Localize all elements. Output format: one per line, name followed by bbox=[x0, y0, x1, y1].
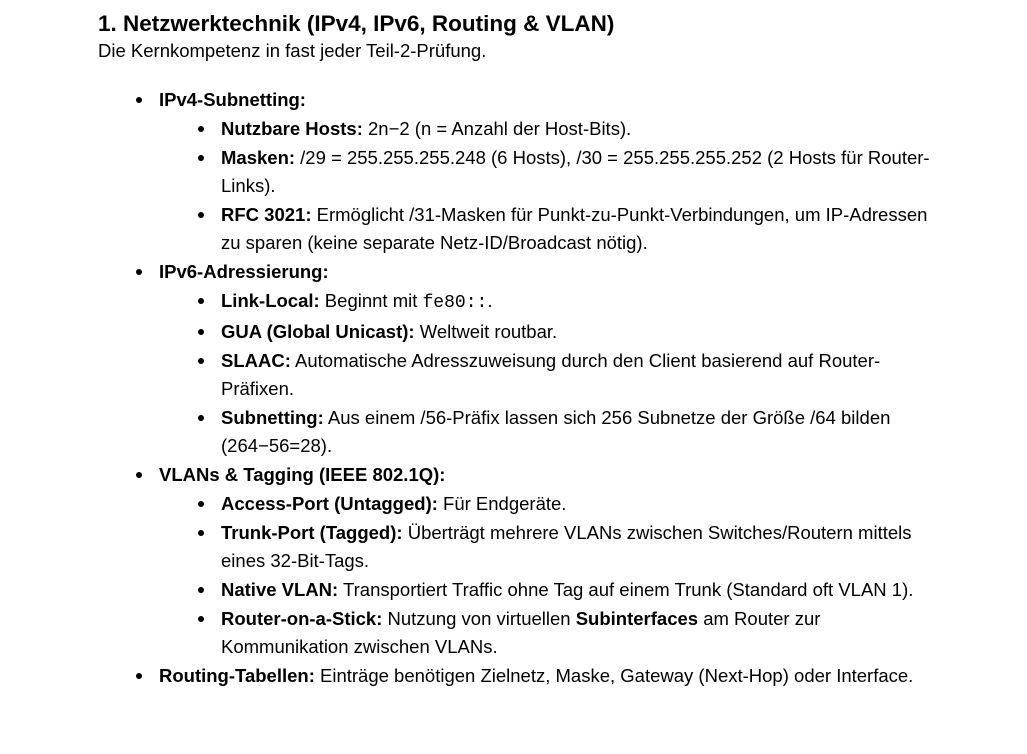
item-text: Aus einem /56-Präfix lassen sich 256 Subnetze der Größe /64 bilden (264−56=28). bbox=[221, 407, 891, 456]
item-text: Weltweit routbar. bbox=[414, 321, 558, 342]
item-label: Router-on-a-Stick: bbox=[221, 608, 383, 629]
bullet-icon bbox=[136, 472, 142, 478]
bullet-icon bbox=[198, 329, 204, 335]
topic-title: Routing-Tabellen: bbox=[159, 665, 315, 686]
list-item bbox=[159, 605, 933, 661]
item-text: Automatische Adresszuweisung durch den Client basierend auf Router-Präfixen. bbox=[221, 350, 881, 399]
item-label: RFC 3021: bbox=[221, 204, 312, 225]
document bbox=[98, 10, 998, 691]
item-label: Masken: bbox=[221, 147, 296, 168]
section-heading: 1. Netzwerktechnik (IPv4, IPv6, Routing & VLAN) bbox=[98, 11, 615, 36]
list-item bbox=[159, 490, 933, 518]
topic-ipv4-subnetting bbox=[98, 86, 998, 257]
topic-text: Einträge benötigen Zielnetz, Maske, Gateway (Next-Hop) oder Interface. bbox=[314, 665, 914, 686]
item-label: GUA (Global Unicast): bbox=[221, 321, 415, 342]
topic-title: VLANs & Tagging (IEEE 802.1Q): bbox=[159, 464, 446, 485]
item-text: Ermöglicht /31-Masken für Punkt-zu-Punkt-Verbindungen, um IP-Adressen zu sparen (keine separate Netz-ID/Broadcast nötig). bbox=[221, 204, 928, 253]
subtopic-list bbox=[159, 115, 998, 257]
bullet-icon bbox=[198, 415, 204, 421]
bullet-icon bbox=[198, 155, 204, 161]
item-text: Überträgt mehrere VLANs zwischen Switches/Routern mittels eines 32-Bit-Tags. bbox=[221, 522, 912, 571]
subtopic-list bbox=[159, 287, 998, 460]
item-text: Nutzung von virtuellen bbox=[382, 608, 576, 629]
topic-title: IPv4-Subnetting: bbox=[159, 89, 306, 110]
item-label: SLAAC: bbox=[221, 350, 291, 371]
list-item bbox=[159, 404, 933, 460]
bullet-icon bbox=[136, 97, 142, 103]
bullet-icon bbox=[198, 126, 204, 132]
bullet-icon bbox=[198, 298, 204, 304]
topic-vlans-tagging bbox=[98, 461, 998, 661]
item-text: /29 = 255.255.255.248 (6 Hosts), /30 = 255.255.255.252 (2 Hosts für Router-Links). bbox=[221, 147, 930, 196]
item-bold-term: Subinterfaces bbox=[575, 608, 699, 629]
topic-list bbox=[98, 86, 998, 690]
topic-routing-tabellen bbox=[98, 662, 932, 690]
list-item bbox=[159, 318, 933, 346]
item-label: Subnetting: bbox=[221, 407, 324, 428]
list-item bbox=[159, 144, 933, 200]
list-item bbox=[159, 519, 933, 575]
item-text: Transportiert Traffic ohne Tag auf einem Trunk (Standard oft VLAN 1). bbox=[338, 579, 914, 600]
bullet-icon bbox=[136, 269, 142, 275]
section-subtitle: Die Kernkompetenz in fast jeder Teil-2-Prüfung. bbox=[98, 40, 487, 61]
item-text: Für Endgeräte. bbox=[437, 493, 567, 514]
list-item bbox=[159, 201, 933, 257]
inline-code: fe80:: bbox=[422, 293, 488, 313]
item-text: Beginnt mit bbox=[319, 290, 423, 311]
topic-ipv6-adressierung bbox=[98, 258, 998, 460]
list-item bbox=[159, 115, 933, 143]
bullet-icon bbox=[198, 530, 204, 536]
bullet-icon bbox=[198, 616, 204, 622]
list-item bbox=[159, 576, 933, 604]
item-label: Nutzbare Hosts: bbox=[221, 118, 363, 139]
item-label: Link-Local: bbox=[221, 290, 320, 311]
subtopic-list bbox=[159, 490, 998, 661]
topic-title: IPv6-Adressierung: bbox=[159, 261, 329, 282]
list-item bbox=[159, 347, 933, 403]
bullet-icon bbox=[198, 501, 204, 507]
bullet-icon bbox=[198, 587, 204, 593]
bullet-icon bbox=[198, 358, 204, 364]
item-label: Access-Port (Untagged): bbox=[221, 493, 438, 514]
bullet-icon bbox=[136, 673, 142, 679]
item-label: Native VLAN: bbox=[221, 579, 339, 600]
list-item bbox=[159, 287, 933, 317]
item-label: Trunk-Port (Tagged): bbox=[221, 522, 403, 543]
item-tail: am Router zur Kommunikation zwischen VLANs. bbox=[221, 608, 821, 657]
item-tail: . bbox=[487, 290, 493, 311]
item-text: 2n−2 (n = Anzahl der Host-Bits). bbox=[362, 118, 632, 139]
bullet-icon bbox=[198, 212, 204, 218]
